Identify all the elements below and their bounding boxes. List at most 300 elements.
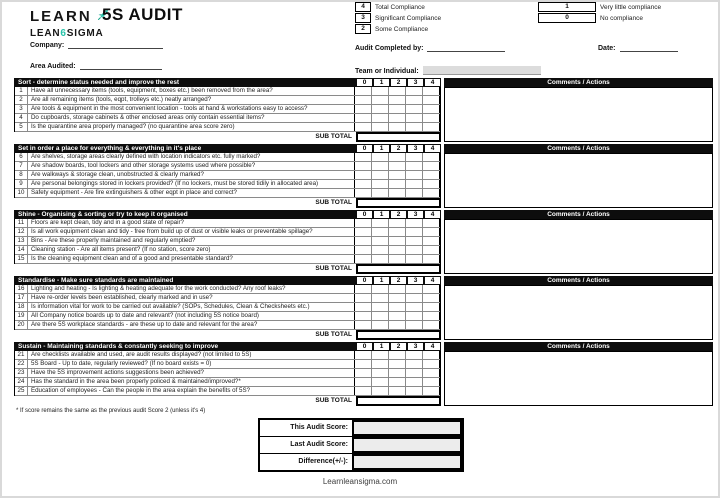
- score-header-cell: 2: [391, 343, 406, 350]
- completed-by-field: [355, 43, 505, 52]
- compliance-legend-left: [355, 2, 441, 35]
- completed-by-input[interactable]: [427, 43, 505, 52]
- score-cell[interactable]: [355, 312, 372, 320]
- score-cell[interactable]: [423, 96, 440, 104]
- score-cell[interactable]: [355, 228, 372, 236]
- score-cell[interactable]: [406, 189, 423, 197]
- score-cell[interactable]: [355, 246, 372, 254]
- score-header-cell: 4: [425, 145, 440, 152]
- score-cell[interactable]: [423, 294, 440, 302]
- score-cell[interactable]: [423, 189, 440, 197]
- question-text: Do cupboards, storage cabinets & other enclosed areas only contain essential items?: [28, 114, 355, 122]
- score-cell[interactable]: [372, 153, 389, 161]
- legend-label: Very little compliance: [600, 3, 662, 11]
- score-cell[interactable]: [389, 303, 406, 311]
- score-cell[interactable]: [406, 228, 423, 236]
- score-header-cell: 1: [374, 145, 389, 152]
- score-cell[interactable]: [355, 153, 372, 161]
- date-input[interactable]: [620, 43, 678, 52]
- section-title: Sort - determine status needed and improve the rest: [14, 78, 356, 87]
- legend-row: [355, 24, 441, 34]
- score-cells: [355, 114, 440, 122]
- score-cell[interactable]: [355, 219, 372, 227]
- audit-section: [14, 342, 713, 406]
- score-cell[interactable]: [406, 87, 423, 95]
- score-cell[interactable]: [355, 387, 372, 395]
- score-cells: [355, 294, 440, 302]
- question-number: 13: [15, 237, 28, 245]
- subtotal-row: [14, 330, 441, 340]
- section-body: [14, 219, 713, 274]
- page-title: 5S AUDIT: [102, 5, 183, 24]
- score-header-cell: 4: [425, 343, 440, 350]
- question-row: [15, 246, 440, 255]
- last-audit-score-label: Last Audit Score:: [260, 437, 352, 453]
- brand-logo: [30, 7, 111, 39]
- comments-header: Comments / Actions: [444, 210, 713, 219]
- comments-box[interactable]: [444, 219, 713, 274]
- score-cell[interactable]: [423, 255, 440, 263]
- summary-row: [260, 454, 462, 470]
- this-audit-score-label: This Audit Score:: [260, 420, 352, 436]
- section-title: Set in order a place for everything & everything in it's place: [14, 144, 356, 153]
- score-cell[interactable]: [355, 360, 372, 368]
- score-cell[interactable]: [372, 387, 389, 395]
- question-text: Has the standard in the area been properly policed & maintained/improved?*: [28, 378, 355, 386]
- legend-label: No compliance: [600, 14, 643, 22]
- score-cell[interactable]: [423, 171, 440, 179]
- score-cell[interactable]: [355, 162, 372, 170]
- question-number: 12: [15, 228, 28, 236]
- score-cell[interactable]: [389, 387, 406, 395]
- score-cell[interactable]: [372, 285, 389, 293]
- score-cell[interactable]: [355, 114, 372, 122]
- score-cell[interactable]: [389, 96, 406, 104]
- score-cell[interactable]: [389, 171, 406, 179]
- score-cells: [355, 246, 440, 254]
- score-cell[interactable]: [372, 369, 389, 377]
- legend-row: [355, 13, 441, 23]
- legend-score-box: 4: [355, 2, 371, 12]
- question-rows: [14, 219, 441, 264]
- score-cell[interactable]: [372, 246, 389, 254]
- score-cell[interactable]: [389, 189, 406, 197]
- score-header-cell: 0: [357, 79, 372, 86]
- question-number: 3: [15, 105, 28, 113]
- audit-sections: [14, 78, 713, 408]
- subtotal-value-box[interactable]: [356, 330, 441, 340]
- question-number: 9: [15, 180, 28, 188]
- score-cell[interactable]: [423, 351, 440, 359]
- question-text: Bins - Are these properly maintained and regularly emptied?: [28, 237, 355, 245]
- score-cell[interactable]: [423, 153, 440, 161]
- question-row: [15, 360, 440, 369]
- score-cell[interactable]: [389, 123, 406, 131]
- score-cell[interactable]: [355, 378, 372, 386]
- question-number: 14: [15, 246, 28, 254]
- subtotal-label: SUB TOTAL: [315, 331, 352, 338]
- legend-label: Total Compliance: [375, 3, 425, 11]
- subtotal-value-box[interactable]: [356, 198, 441, 208]
- score-cells: [355, 303, 440, 311]
- footnote: * If score remains the same as the previous audit Score 2 (unless it's 4): [16, 408, 206, 414]
- score-cell[interactable]: [355, 294, 372, 302]
- score-cell[interactable]: [372, 171, 389, 179]
- question-text: Cleaning station - Are all items present? (If no station, score zero): [28, 246, 355, 254]
- score-cell[interactable]: [423, 105, 440, 113]
- question-text: Floors are kept clean, tidy and in a good state of repair?: [28, 219, 355, 227]
- question-grid: [14, 219, 441, 274]
- subtotal-label: SUB TOTAL: [315, 265, 352, 272]
- team-input[interactable]: [423, 66, 541, 75]
- section-header: [14, 78, 713, 87]
- score-cells: [355, 123, 440, 131]
- area-audited-input[interactable]: [80, 61, 162, 70]
- question-number: 7: [15, 162, 28, 170]
- score-header-row: [356, 78, 441, 87]
- score-cell[interactable]: [423, 123, 440, 131]
- score-cell[interactable]: [406, 255, 423, 263]
- score-cell[interactable]: [372, 219, 389, 227]
- question-row: [15, 303, 440, 312]
- score-cell[interactable]: [389, 285, 406, 293]
- score-cell[interactable]: [355, 369, 372, 377]
- score-cell[interactable]: [406, 180, 423, 188]
- subtotal-label: SUB TOTAL: [315, 199, 352, 206]
- score-cell[interactable]: [389, 219, 406, 227]
- score-cell[interactable]: [372, 360, 389, 368]
- company-label: Company:: [30, 42, 65, 49]
- score-cell[interactable]: [372, 312, 389, 320]
- score-cells: [355, 237, 440, 245]
- score-header-cell: 3: [408, 79, 423, 86]
- question-row: [15, 219, 440, 228]
- score-cell[interactable]: [406, 378, 423, 386]
- question-row: [15, 228, 440, 237]
- comments-box[interactable]: [444, 285, 713, 340]
- score-cell[interactable]: [423, 180, 440, 188]
- score-cell[interactable]: [406, 153, 423, 161]
- score-cell[interactable]: [355, 96, 372, 104]
- question-row: [15, 294, 440, 303]
- score-cell[interactable]: [355, 255, 372, 263]
- score-cell[interactable]: [406, 105, 423, 113]
- score-cell[interactable]: [389, 294, 406, 302]
- score-cell[interactable]: [355, 171, 372, 179]
- score-cell[interactable]: [406, 285, 423, 293]
- score-cells: [355, 312, 440, 320]
- score-cell[interactable]: [423, 237, 440, 245]
- question-text: Have the 5S improvement actions suggestions been achieved?: [28, 369, 355, 377]
- score-cell[interactable]: [406, 360, 423, 368]
- score-header-row: [356, 144, 441, 153]
- score-header-cell: 0: [357, 145, 372, 152]
- score-cell[interactable]: [355, 237, 372, 245]
- score-cell[interactable]: [389, 360, 406, 368]
- score-cells: [355, 153, 440, 161]
- score-cell[interactable]: [423, 303, 440, 311]
- score-header-row: [356, 210, 441, 219]
- score-cell[interactable]: [406, 294, 423, 302]
- comments-header: Comments / Actions: [444, 342, 713, 351]
- score-cell[interactable]: [423, 360, 440, 368]
- question-number: 17: [15, 294, 28, 302]
- question-grid: [14, 153, 441, 208]
- comments-box[interactable]: [444, 351, 713, 406]
- score-cell[interactable]: [372, 123, 389, 131]
- score-cell[interactable]: [423, 114, 440, 122]
- question-number: 15: [15, 255, 28, 263]
- score-cell[interactable]: [372, 162, 389, 170]
- score-cells: [355, 387, 440, 395]
- score-cell[interactable]: [423, 312, 440, 320]
- question-text: Are walkways & storage clean, unobstructed & clearly marked?: [28, 171, 355, 179]
- score-cell[interactable]: [406, 219, 423, 227]
- subtotal-label: SUB TOTAL: [315, 133, 352, 140]
- question-grid: [14, 351, 441, 406]
- score-cells: [355, 360, 440, 368]
- score-cell[interactable]: [372, 255, 389, 263]
- score-header-cell: 4: [425, 211, 440, 218]
- score-cell[interactable]: [389, 255, 406, 263]
- score-cell[interactable]: [372, 228, 389, 236]
- score-cell[interactable]: [355, 351, 372, 359]
- score-cell[interactable]: [406, 171, 423, 179]
- score-cell[interactable]: [372, 294, 389, 302]
- score-cell[interactable]: [389, 321, 406, 329]
- score-cell[interactable]: [423, 228, 440, 236]
- score-cell[interactable]: [372, 114, 389, 122]
- score-cell[interactable]: [389, 162, 406, 170]
- score-cell[interactable]: [389, 87, 406, 95]
- score-cell[interactable]: [406, 114, 423, 122]
- score-cell[interactable]: [423, 285, 440, 293]
- score-cells: [355, 219, 440, 227]
- score-header-cell: 4: [425, 277, 440, 284]
- this-audit-score-value[interactable]: [352, 420, 462, 436]
- question-number: 23: [15, 369, 28, 377]
- subtotal-value-box[interactable]: [356, 396, 441, 406]
- score-cell[interactable]: [406, 237, 423, 245]
- score-cell[interactable]: [423, 162, 440, 170]
- score-cell[interactable]: [389, 378, 406, 386]
- brand-lean: LEAN: [30, 28, 61, 39]
- score-cell[interactable]: [355, 285, 372, 293]
- score-header-cell: 3: [408, 277, 423, 284]
- score-cell[interactable]: [423, 321, 440, 329]
- question-grid: [14, 87, 441, 142]
- question-number: 21: [15, 351, 28, 359]
- question-row: [15, 171, 440, 180]
- question-row: [15, 153, 440, 162]
- score-cell[interactable]: [355, 321, 372, 329]
- score-cells: [355, 180, 440, 188]
- subtotal-value-box[interactable]: [356, 264, 441, 274]
- score-cell[interactable]: [423, 246, 440, 254]
- score-cell[interactable]: [372, 351, 389, 359]
- score-cell[interactable]: [355, 123, 372, 131]
- question-rows: [14, 87, 441, 132]
- question-number: 4: [15, 114, 28, 122]
- question-row: [15, 351, 440, 360]
- question-row: [15, 255, 440, 264]
- legend-score-box: 2: [355, 24, 371, 34]
- score-cells: [355, 96, 440, 104]
- score-cell[interactable]: [355, 180, 372, 188]
- brand-six: 6: [60, 28, 67, 39]
- question-number: 6: [15, 153, 28, 161]
- score-cell[interactable]: [406, 246, 423, 254]
- score-cell[interactable]: [389, 246, 406, 254]
- legend-row: [355, 2, 441, 12]
- score-cell[interactable]: [406, 123, 423, 131]
- score-cell[interactable]: [372, 378, 389, 386]
- score-cell[interactable]: [423, 387, 440, 395]
- question-rows: [14, 351, 441, 396]
- score-cell[interactable]: [406, 321, 423, 329]
- question-rows: [14, 153, 441, 198]
- score-cell[interactable]: [372, 180, 389, 188]
- score-cell[interactable]: [406, 162, 423, 170]
- section-body: [14, 153, 713, 208]
- score-cell[interactable]: [389, 105, 406, 113]
- question-number: 20: [15, 321, 28, 329]
- question-text: Is all work equipment clean and tidy - free from build up of dust or visible leaks or preventable spillage?: [28, 228, 355, 236]
- question-row: [15, 189, 440, 198]
- score-cell[interactable]: [423, 219, 440, 227]
- team-field: [355, 66, 541, 75]
- question-text: Are shelves, storage areas clearly defined with location indicators etc. fully marked?: [28, 153, 355, 161]
- score-header-cell: 3: [408, 343, 423, 350]
- score-cells: [355, 285, 440, 293]
- date-field: [598, 43, 678, 52]
- score-cell[interactable]: [423, 87, 440, 95]
- score-cell[interactable]: [423, 369, 440, 377]
- score-cell[interactable]: [389, 228, 406, 236]
- section-header: [14, 210, 713, 219]
- question-row: [15, 387, 440, 396]
- legend-score-box: 3: [355, 13, 371, 23]
- score-cell[interactable]: [372, 303, 389, 311]
- subtotal-value-box[interactable]: [356, 132, 441, 142]
- score-cell[interactable]: [406, 303, 423, 311]
- brand-learn: LEARN: [30, 8, 92, 25]
- question-number: 16: [15, 285, 28, 293]
- question-text: Have re-order levels been established, clearly marked and in use?: [28, 294, 355, 302]
- section-body: [14, 87, 713, 142]
- company-input[interactable]: [68, 40, 163, 49]
- section-body: [14, 285, 713, 340]
- question-row: [15, 87, 440, 96]
- score-cell[interactable]: [423, 378, 440, 386]
- score-cell[interactable]: [406, 351, 423, 359]
- subtotal-row: [14, 132, 441, 142]
- comments-box[interactable]: [444, 153, 713, 208]
- question-number: 11: [15, 219, 28, 227]
- comments-header: Comments / Actions: [444, 78, 713, 87]
- question-text: Are shadow boards, tool lockers and other storage systems used where possible?: [28, 162, 355, 170]
- brand-sigma: SIGMA: [66, 28, 104, 39]
- score-cell[interactable]: [406, 387, 423, 395]
- difference-label: Difference(+/-):: [260, 454, 352, 470]
- score-cell[interactable]: [389, 153, 406, 161]
- section-title: Standardise - Make sure standards are maintained: [14, 276, 356, 285]
- score-header-cell: 1: [374, 211, 389, 218]
- question-rows: [14, 285, 441, 330]
- score-header-cell: 1: [374, 277, 389, 284]
- score-cell[interactable]: [355, 303, 372, 311]
- question-number: 1: [15, 87, 28, 95]
- difference-value[interactable]: [352, 454, 462, 470]
- score-cells: [355, 378, 440, 386]
- score-cell[interactable]: [372, 237, 389, 245]
- subtotal-row: [14, 198, 441, 208]
- score-cell[interactable]: [372, 321, 389, 329]
- score-cell[interactable]: [389, 180, 406, 188]
- subtotal-row: [14, 264, 441, 274]
- score-cell[interactable]: [389, 312, 406, 320]
- score-header-cell: 2: [391, 277, 406, 284]
- section-title: Sustain - Maintaining standards & constantly seeking to improve: [14, 342, 356, 351]
- last-audit-score-value[interactable]: [352, 437, 462, 453]
- legend-row: [538, 2, 661, 12]
- question-grid: [14, 285, 441, 340]
- score-header-cell: 2: [391, 145, 406, 152]
- score-cells: [355, 255, 440, 263]
- score-cell[interactable]: [389, 237, 406, 245]
- question-text: All Company notice boards up to date and relevant? (not including 5S notice board): [28, 312, 355, 320]
- summary-row: [260, 437, 462, 454]
- score-cell[interactable]: [406, 312, 423, 320]
- score-cell[interactable]: [389, 369, 406, 377]
- score-cell[interactable]: [372, 96, 389, 104]
- question-text: Is the quarantine area properly managed? (no quarantine area score zero): [28, 123, 355, 131]
- question-row: [15, 162, 440, 171]
- score-cells: [355, 351, 440, 359]
- section-header: [14, 342, 713, 351]
- question-number: 5: [15, 123, 28, 131]
- score-cell[interactable]: [355, 189, 372, 197]
- question-row: [15, 96, 440, 105]
- question-row: [15, 114, 440, 123]
- compliance-legend-right: [538, 2, 661, 24]
- score-cell[interactable]: [389, 114, 406, 122]
- score-cell[interactable]: [372, 87, 389, 95]
- score-cell[interactable]: [406, 369, 423, 377]
- completed-by-label: Audit Completed by:: [355, 45, 424, 52]
- score-cells: [355, 228, 440, 236]
- question-row: [15, 369, 440, 378]
- score-cells: [355, 162, 440, 170]
- question-text: Is the cleaning equipment clean and of a good and presentable standard?: [28, 255, 355, 263]
- score-cells: [355, 171, 440, 179]
- score-cell[interactable]: [406, 96, 423, 104]
- score-cell[interactable]: [372, 189, 389, 197]
- question-number: 25: [15, 387, 28, 395]
- score-header-cell: 2: [391, 211, 406, 218]
- comments-box[interactable]: [444, 87, 713, 142]
- question-text: Are tools & equipment in the most convenient location - tools at hand & workstations easy to access?: [28, 105, 355, 113]
- score-cell[interactable]: [355, 87, 372, 95]
- audit-section: [14, 210, 713, 274]
- question-row: [15, 321, 440, 330]
- comments-header: Comments / Actions: [444, 144, 713, 153]
- score-cell[interactable]: [389, 351, 406, 359]
- section-header: [14, 276, 713, 285]
- question-number: 2: [15, 96, 28, 104]
- score-cell[interactable]: [372, 105, 389, 113]
- score-cell[interactable]: [355, 105, 372, 113]
